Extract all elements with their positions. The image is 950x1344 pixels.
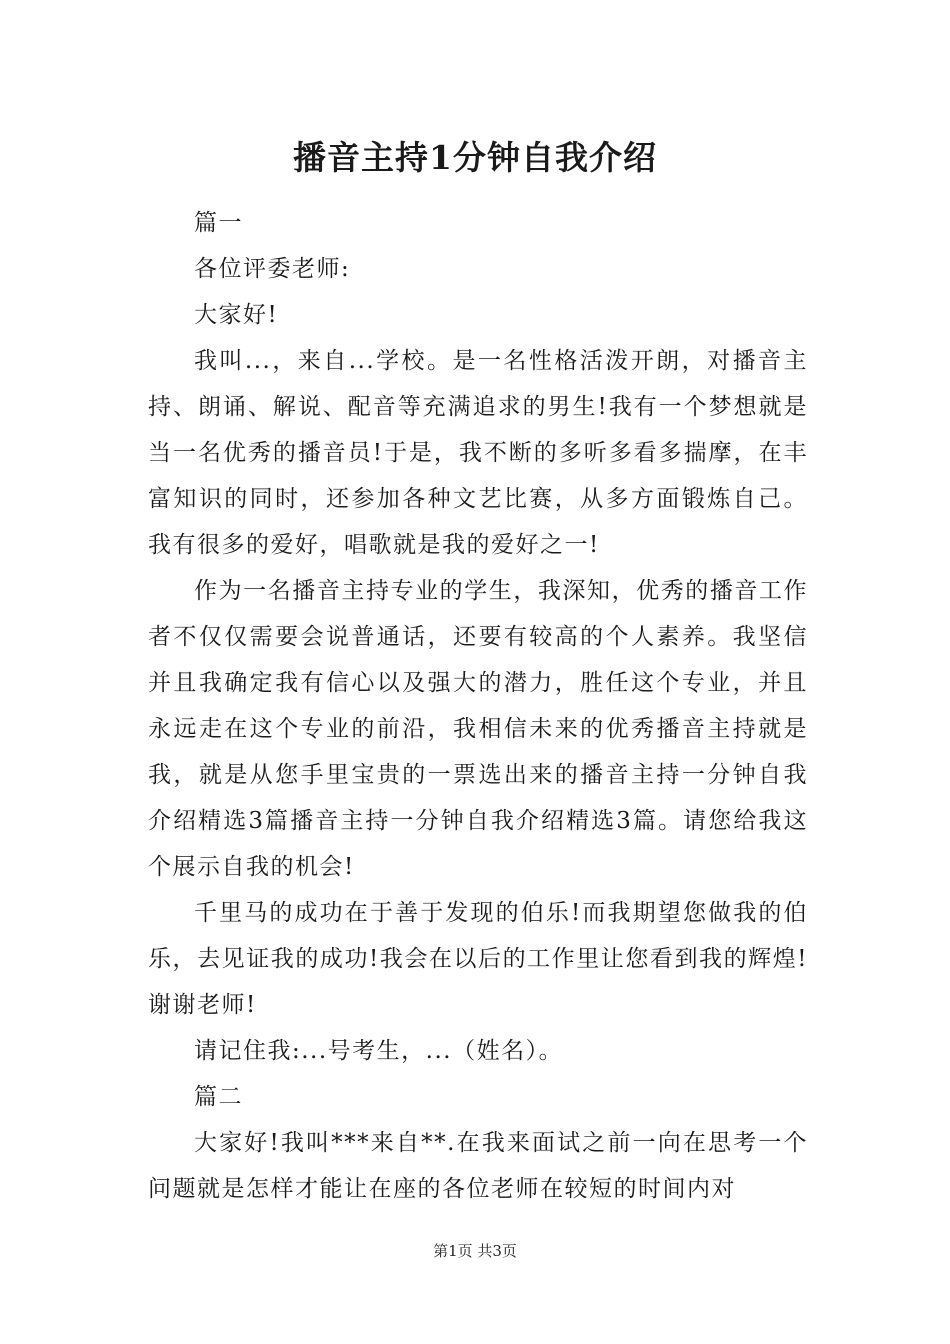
paragraph-intro: 我叫...，来自...学校。是一名性格活泼开朗，对播音主持、朗诵、解说、配音等充满追求的男生!我有一个梦想就是当一名优秀的播音员!于是，我不断的多听多看多揣摩，在丰富知识的同时，还参加各种文艺比赛，从多方面锻炼自己。我有很多的爱好，唱歌就是我的爱好之一!: [148, 348, 808, 558]
section-heading-2: 篇二: [194, 1084, 243, 1110]
page-footer: 第1页 共3页: [433, 1242, 517, 1260]
document-body: [148, 200, 808, 1212]
greeting: 大家好!: [194, 302, 279, 328]
section-heading-1: 篇一: [194, 210, 243, 236]
salutation: 各位评委老师:: [194, 256, 351, 282]
paragraph-major: 作为一名播音主持专业的学生，我深知，优秀的播音工作者不仅仅需要会说普通话，还要有较高的个人素养。我坚信并且我确定我有信心以及强大的潜力，胜任这个专业，并且永远走在这个专业的前沿，我相信未来的优秀播音主持就是我，就是从您手里宝贵的一票选出来的播音主持一分钟自我介绍精选3篇播音主持一分钟自我介绍精选3篇。请您给我这个展示自我的机会!: [148, 578, 808, 880]
paragraph-section2-intro: 大家好!我叫***来自**.在我来面试之前一向在思考一个问题就是怎样才能让在座的各位老师在较短的时间内对: [148, 1130, 808, 1202]
paragraph-remember: 请记住我:...号考生，...（姓名）。: [194, 1038, 564, 1064]
document-title: 播音主持1分钟自我介绍: [293, 138, 657, 177]
paragraph-closing: 千里马的成功在于善于发现的伯乐!而我期望您做我的伯乐，去见证我的成功!我会在以后的工作里让您看到我的辉煌!谢谢老师!: [148, 900, 808, 1018]
